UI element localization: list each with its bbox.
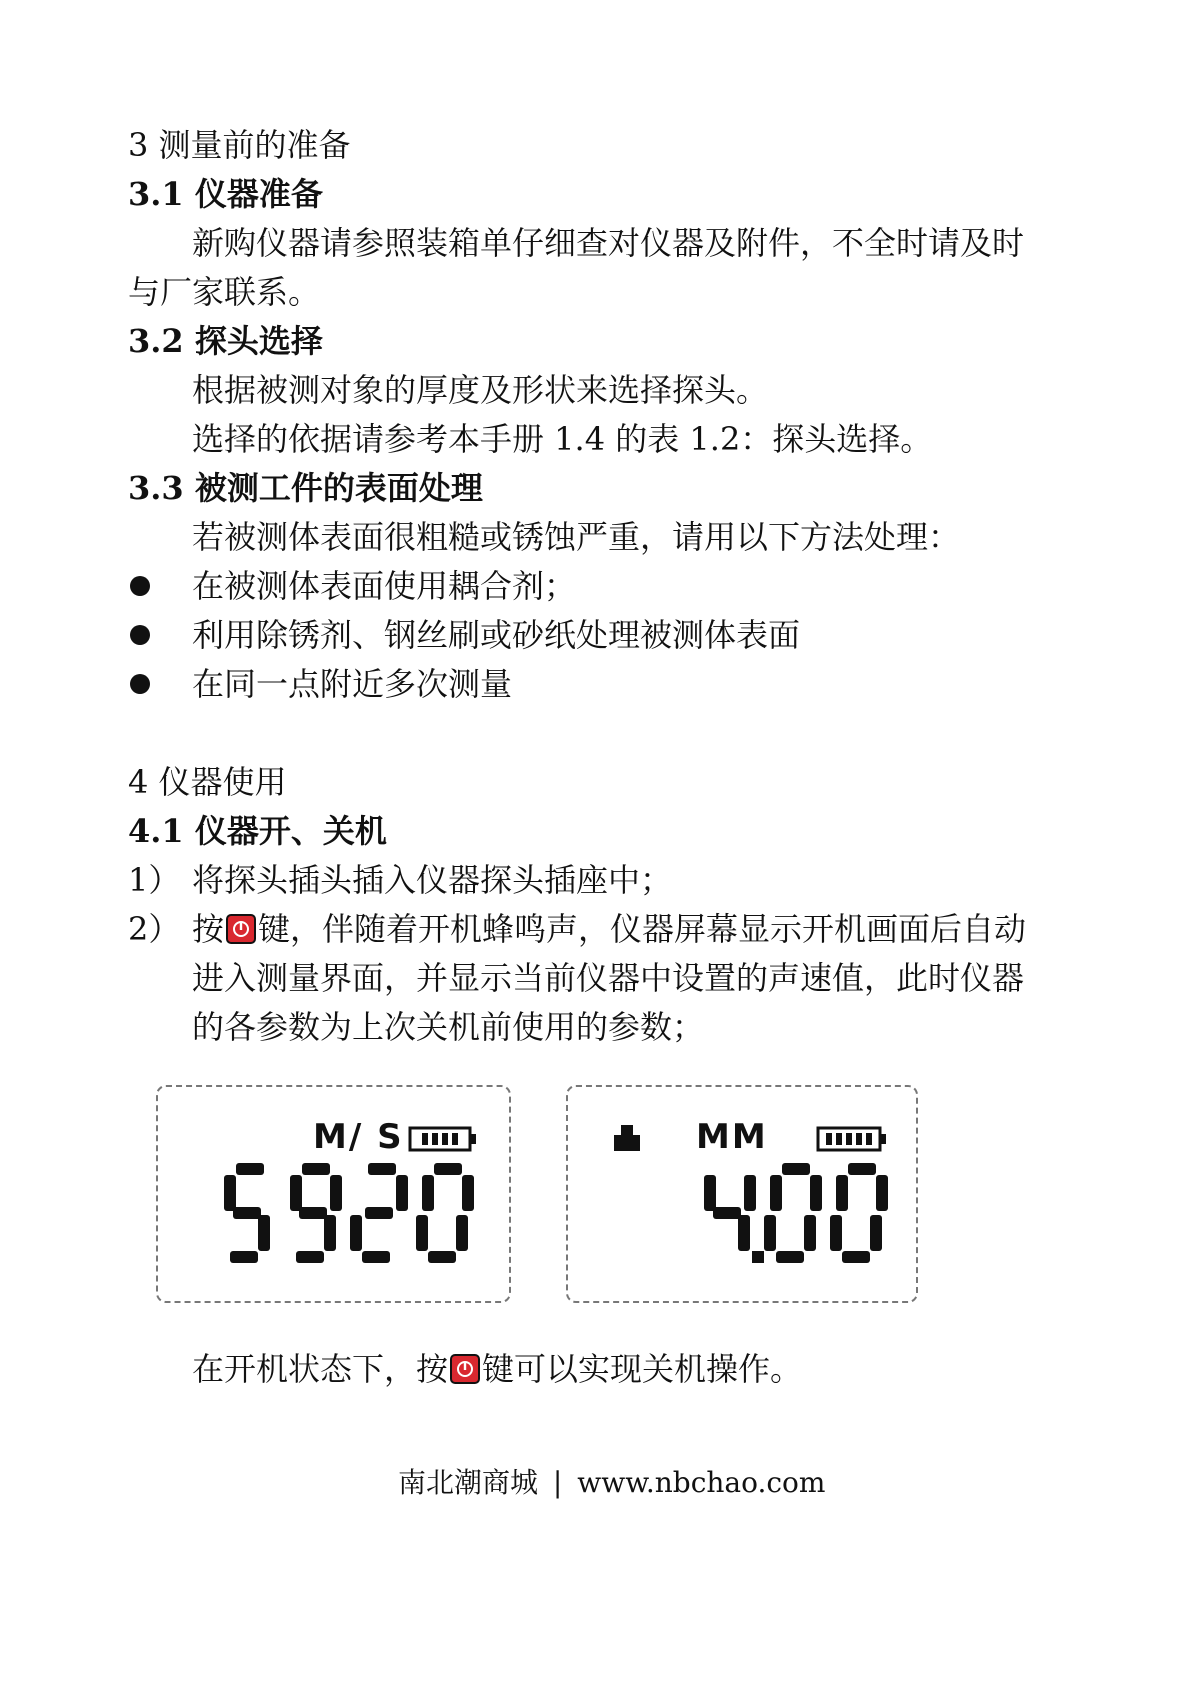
lcd-segment-g (713, 1207, 741, 1219)
lcd-segment-b (462, 1175, 474, 1211)
lcd-segment-g (299, 1207, 327, 1219)
lcd-segment-d (362, 1251, 390, 1263)
list-number: 1） (128, 861, 181, 899)
text: 键，伴随着开机蜂鸣声，仪器屏幕显示开机画面后自动 (258, 910, 1027, 948)
paragraph: 选择的依据请参考本手册 1.4 的表 1.2：探头选择。 (192, 420, 933, 458)
lcd-segment-a (848, 1163, 876, 1175)
lcd-segment-d (776, 1251, 804, 1263)
lcd-digit (224, 1163, 270, 1263)
lcd-segment-e (830, 1215, 842, 1251)
lcd-segment-f (290, 1175, 302, 1211)
section-3-1-title: 3.1 仪器准备 (128, 175, 323, 213)
list-number: 2） (128, 910, 181, 948)
footer-site: 南北潮商城 (398, 1466, 539, 1499)
footer (398, 1466, 825, 1500)
paragraph (192, 1349, 802, 1389)
lcd-segment-c (738, 1215, 750, 1251)
lcd-segment-a (236, 1163, 264, 1175)
lcd-segment-d (842, 1251, 870, 1263)
lcd-segment-a (434, 1163, 462, 1175)
battery-icon (816, 1125, 888, 1153)
text: 按 (192, 910, 225, 948)
lcd-segment-b (810, 1175, 822, 1211)
unit-label: M/ S (313, 1117, 404, 1157)
list-item-continuation: 进入测量界面，并显示当前仪器中设置的声速值，此时仪器 (192, 959, 1025, 997)
lcd-segment-c (804, 1215, 816, 1251)
bullet-icon (130, 625, 150, 645)
list-item: 利用除锈剂、钢丝刷或砂纸处理被测体表面 (192, 616, 801, 654)
section-3-3-title: 3.3 被测工件的表面处理 (128, 469, 483, 507)
lcd-segment-b (396, 1175, 408, 1211)
lcd-segment-c (456, 1215, 468, 1251)
lcd-value-velocity (208, 1163, 498, 1281)
list-item: 在同一点附近多次测量 (192, 665, 513, 703)
lcd-segment-f (224, 1175, 236, 1211)
list-item (192, 909, 1026, 949)
lcd-digit (830, 1163, 888, 1263)
lcd-segment-c (324, 1215, 336, 1251)
paragraph: 与厂家联系。 (128, 273, 321, 311)
lcd-segment-b (330, 1175, 342, 1211)
lcd-segment-f (770, 1175, 782, 1211)
power-key-icon (226, 914, 256, 944)
text: 在开机状态下，按 (192, 1350, 449, 1388)
lcd-segment-d (230, 1251, 258, 1263)
lcd-segment-d (428, 1251, 456, 1263)
lcd-segment-g (233, 1207, 261, 1219)
lcd-segment-e (764, 1215, 776, 1251)
decimal-point (752, 1251, 764, 1263)
lcd-segment-f (836, 1175, 848, 1211)
lcd-segment-d (296, 1251, 324, 1263)
lcd-segment-a (782, 1163, 810, 1175)
bullet-icon (130, 576, 150, 596)
lcd-display-velocity (156, 1085, 511, 1303)
section-3-title: 3 测量前的准备 (128, 126, 351, 164)
lcd-segment-f (422, 1175, 434, 1211)
unit-label: MM (696, 1117, 768, 1157)
lcd-segment-a (302, 1163, 330, 1175)
lcd-segment-b (744, 1175, 756, 1211)
bullet-icon (130, 674, 150, 694)
list-item: 将探头插头插入仪器探头插座中； (192, 861, 673, 899)
lcd-display-thickness (566, 1085, 918, 1303)
lcd-segment-a (368, 1163, 396, 1175)
list-item: 在被测体表面使用耦合剂； (192, 567, 577, 605)
section-3-2-title: 3.2 探头选择 (128, 322, 323, 360)
lcd-segment-g (365, 1207, 393, 1219)
section-4-title: 4 仪器使用 (128, 763, 287, 801)
lcd-digit (350, 1163, 408, 1263)
footer-separator: | (552, 1466, 563, 1499)
lcd-segment-f (704, 1175, 716, 1211)
paragraph: 根据被测对象的厚度及形状来选择探头。 (192, 371, 769, 409)
lcd-digit (416, 1163, 474, 1263)
lcd-segment-e (416, 1215, 428, 1251)
paragraph: 新购仪器请参照装箱单仔细查对仪器及附件，不全时请及时 (192, 224, 1025, 262)
probe-icon (612, 1123, 642, 1153)
paragraph: 若被测体表面很粗糙或锈蚀严重，请用以下方法处理： (192, 518, 961, 556)
footer-url[interactable]: www.nbchao.com (577, 1466, 826, 1499)
list-item-continuation: 的各参数为上次关机前使用的参数； (192, 1008, 705, 1046)
lcd-digit (764, 1163, 822, 1263)
lcd-segment-c (258, 1215, 270, 1251)
lcd-segment-b (876, 1175, 888, 1211)
lcd-value-thickness (688, 1163, 908, 1281)
lcd-digit (704, 1175, 756, 1251)
lcd-segment-e (350, 1215, 362, 1251)
lcd-segment-c (870, 1215, 882, 1251)
lcd-digit (290, 1163, 342, 1263)
battery-icon (408, 1125, 478, 1153)
section-4-1-title: 4.1 仪器开、关机 (128, 812, 387, 850)
power-key-icon (450, 1354, 480, 1384)
text: 键可以实现关机操作。 (482, 1350, 803, 1388)
